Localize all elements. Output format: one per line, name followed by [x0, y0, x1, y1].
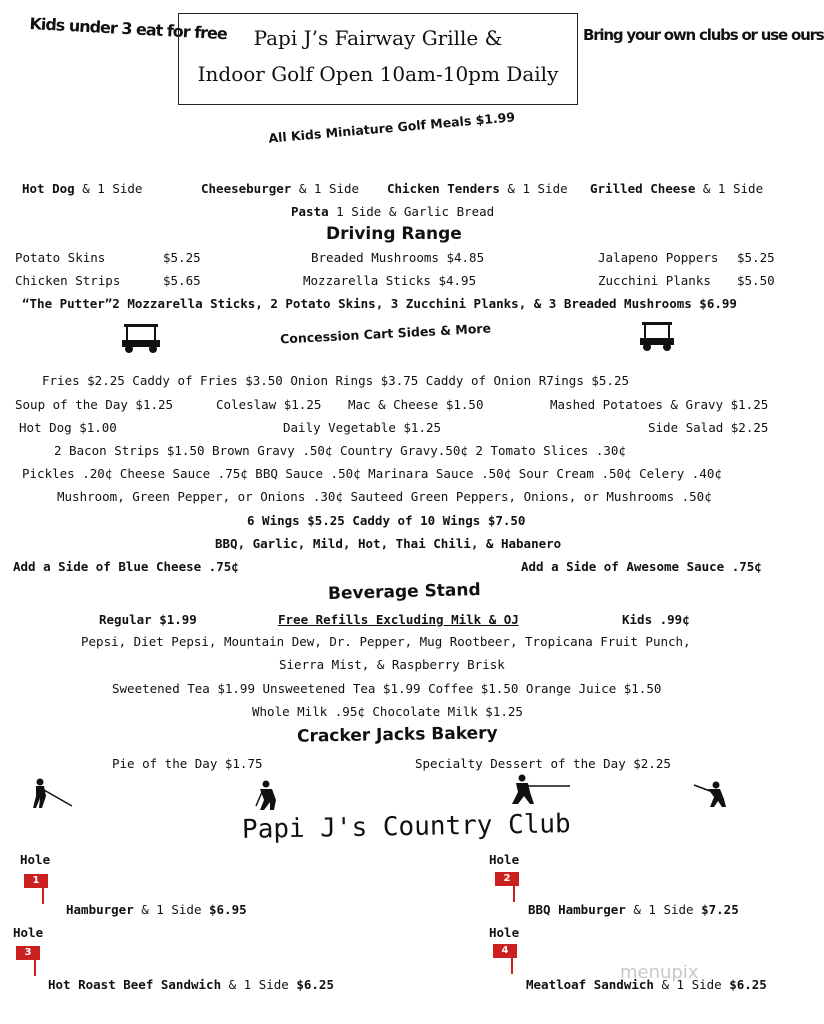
hole-flag-icon: 1 [24, 874, 50, 904]
menu-price: $5.25 [163, 250, 201, 265]
menu-price: $5.65 [163, 273, 201, 288]
concession-line: Hot Dog $1.00 [19, 420, 117, 435]
concession-line: Pickles .20¢ Cheese Sauce .75¢ BBQ Sauce .50¢ Marinara Sauce .50¢ Sour Cream .50¢ Celery .40¢ [22, 466, 722, 481]
kids-item: Chicken Tenders & 1 Side [387, 181, 568, 196]
menu-item: Jalapeno Poppers [598, 250, 719, 265]
kids-drink: Kids .99¢ [622, 612, 690, 627]
concession-heading: Concession Cart Sides & More [279, 320, 492, 347]
kids-meals-heading: All Kids Miniature Golf Meals $1.99 [267, 109, 516, 146]
drink-prices: Sweetened Tea $1.99 Unsweetened Tea $1.99 Coffee $1.50 Orange Juice $1.50 [112, 681, 662, 696]
hole-label: Hole [13, 925, 44, 940]
golfer-icon [508, 774, 572, 806]
watermark: menupix [620, 962, 699, 983]
concession-line: Side Salad $2.25 [648, 420, 769, 435]
hole-item: Hot Roast Beef Sandwich & 1 Side $6.25 [48, 977, 334, 992]
golfer-icon [692, 781, 732, 809]
hole-flag-icon: 2 [495, 872, 521, 902]
regular-drink: Regular $1.99 [99, 612, 197, 627]
title-box [178, 13, 578, 105]
free-refills: Free Refills Excluding Milk & OJ [278, 612, 519, 627]
specialty-dessert: Specialty Dessert of the Day $2.25 [415, 756, 671, 771]
hole-label: Hole [489, 925, 520, 940]
hole-flag-icon: 4 [493, 944, 519, 974]
golf-cart-icon [118, 322, 164, 354]
awesome-sauce-side: Add a Side of Awesome Sauce .75¢ [521, 559, 762, 574]
concession-line: Fries $2.25 Caddy of Fries $3.50 Onion Rings $3.75 Caddy of Onion R7ings $5.25 [42, 373, 629, 388]
kids-item: Hot Dog & 1 Side [22, 181, 143, 196]
menu-item: Coleslaw $1.25 [216, 397, 322, 412]
blue-cheese-side: Add a Side of Blue Cheese .75¢ [13, 559, 239, 574]
menu-item: Mozzarella Sticks $4.95 [303, 273, 477, 288]
menu-item: Breaded Mushrooms $4.85 [311, 250, 485, 265]
soda-list: Pepsi, Diet Pepsi, Mountain Dew, Dr. Pepper, Mug Rootbeer, Tropicana Fruit Punch, [81, 634, 691, 649]
wing-flavors: BBQ, Garlic, Mild, Hot, Thai Chili, & Habanero [215, 536, 562, 551]
golfer-icon [28, 778, 74, 810]
soda-list: Sierra Mist, & Raspberry Brisk [279, 657, 505, 672]
menu-price: $5.25 [737, 250, 775, 265]
kids-item: Grilled Cheese & 1 Side [590, 181, 764, 196]
concession-line: Daily Vegetable $1.25 [283, 420, 442, 435]
kids-item: Pasta 1 Side & Garlic Bread [291, 204, 495, 219]
hole-item: Hamburger & 1 Side $6.95 [66, 902, 247, 917]
menu-item: Soup of the Day $1.25 [15, 397, 174, 412]
wings-line: 6 Wings $5.25 Caddy of 10 Wings $7.50 [247, 513, 526, 528]
hole-item: BBQ Hamburger & 1 Side $7.25 [528, 902, 739, 917]
title-line-1: Papi J’s Fairway Grille & [253, 26, 503, 50]
concession-line: 2 Bacon Strips $1.50 Brown Gravy .50¢ Country Gravy.50¢ 2 Tomato Slices .30¢ [54, 443, 626, 458]
driving-range-heading: Driving Range [326, 224, 462, 244]
golfer-icon [252, 780, 284, 812]
hole-label: Hole [20, 852, 51, 867]
golf-cart-icon [637, 320, 677, 352]
putter-combo: “The Putter”2 Mozzarella Sticks, 2 Potato Skins, 3 Zucchini Planks, & 3 Breaded Mushrooms $6.99 [22, 296, 737, 311]
menu-item: Potato Skins [15, 250, 106, 265]
kids-free-note: Kids under 3 eat for free [29, 14, 228, 44]
hole-flag-icon: 3 [16, 946, 42, 976]
bakery-heading: Cracker Jacks Bakery [296, 723, 498, 747]
title-line-2: Indoor Golf Open 10am-10pm Daily [197, 62, 559, 86]
menu-price: $5.50 [737, 273, 775, 288]
kids-item: Cheeseburger & 1 Side [201, 181, 360, 196]
menu-item: Zucchini Planks [598, 273, 711, 288]
menu-item: Chicken Strips [15, 273, 121, 288]
menu-item: Mashed Potatoes & Gravy $1.25 [550, 397, 769, 412]
beverage-heading: Beverage Stand [327, 580, 481, 604]
country-club-heading: Papi J's Country Club [241, 809, 571, 845]
hole-label: Hole [489, 852, 520, 867]
pie-of-day: Pie of the Day $1.75 [112, 756, 263, 771]
menu-item: Mac & Cheese $1.50 [348, 397, 484, 412]
bring-clubs-note: Bring your own clubs or use ours [583, 26, 824, 44]
milk-prices: Whole Milk .95¢ Chocolate Milk $1.25 [252, 704, 523, 719]
concession-line: Mushroom, Green Pepper, or Onions .30¢ Sauteed Green Peppers, Onions, or Mushrooms .50¢ [57, 489, 712, 504]
hole-item: Meatloaf Sandwich & 1 Side $6.25 [526, 977, 767, 992]
